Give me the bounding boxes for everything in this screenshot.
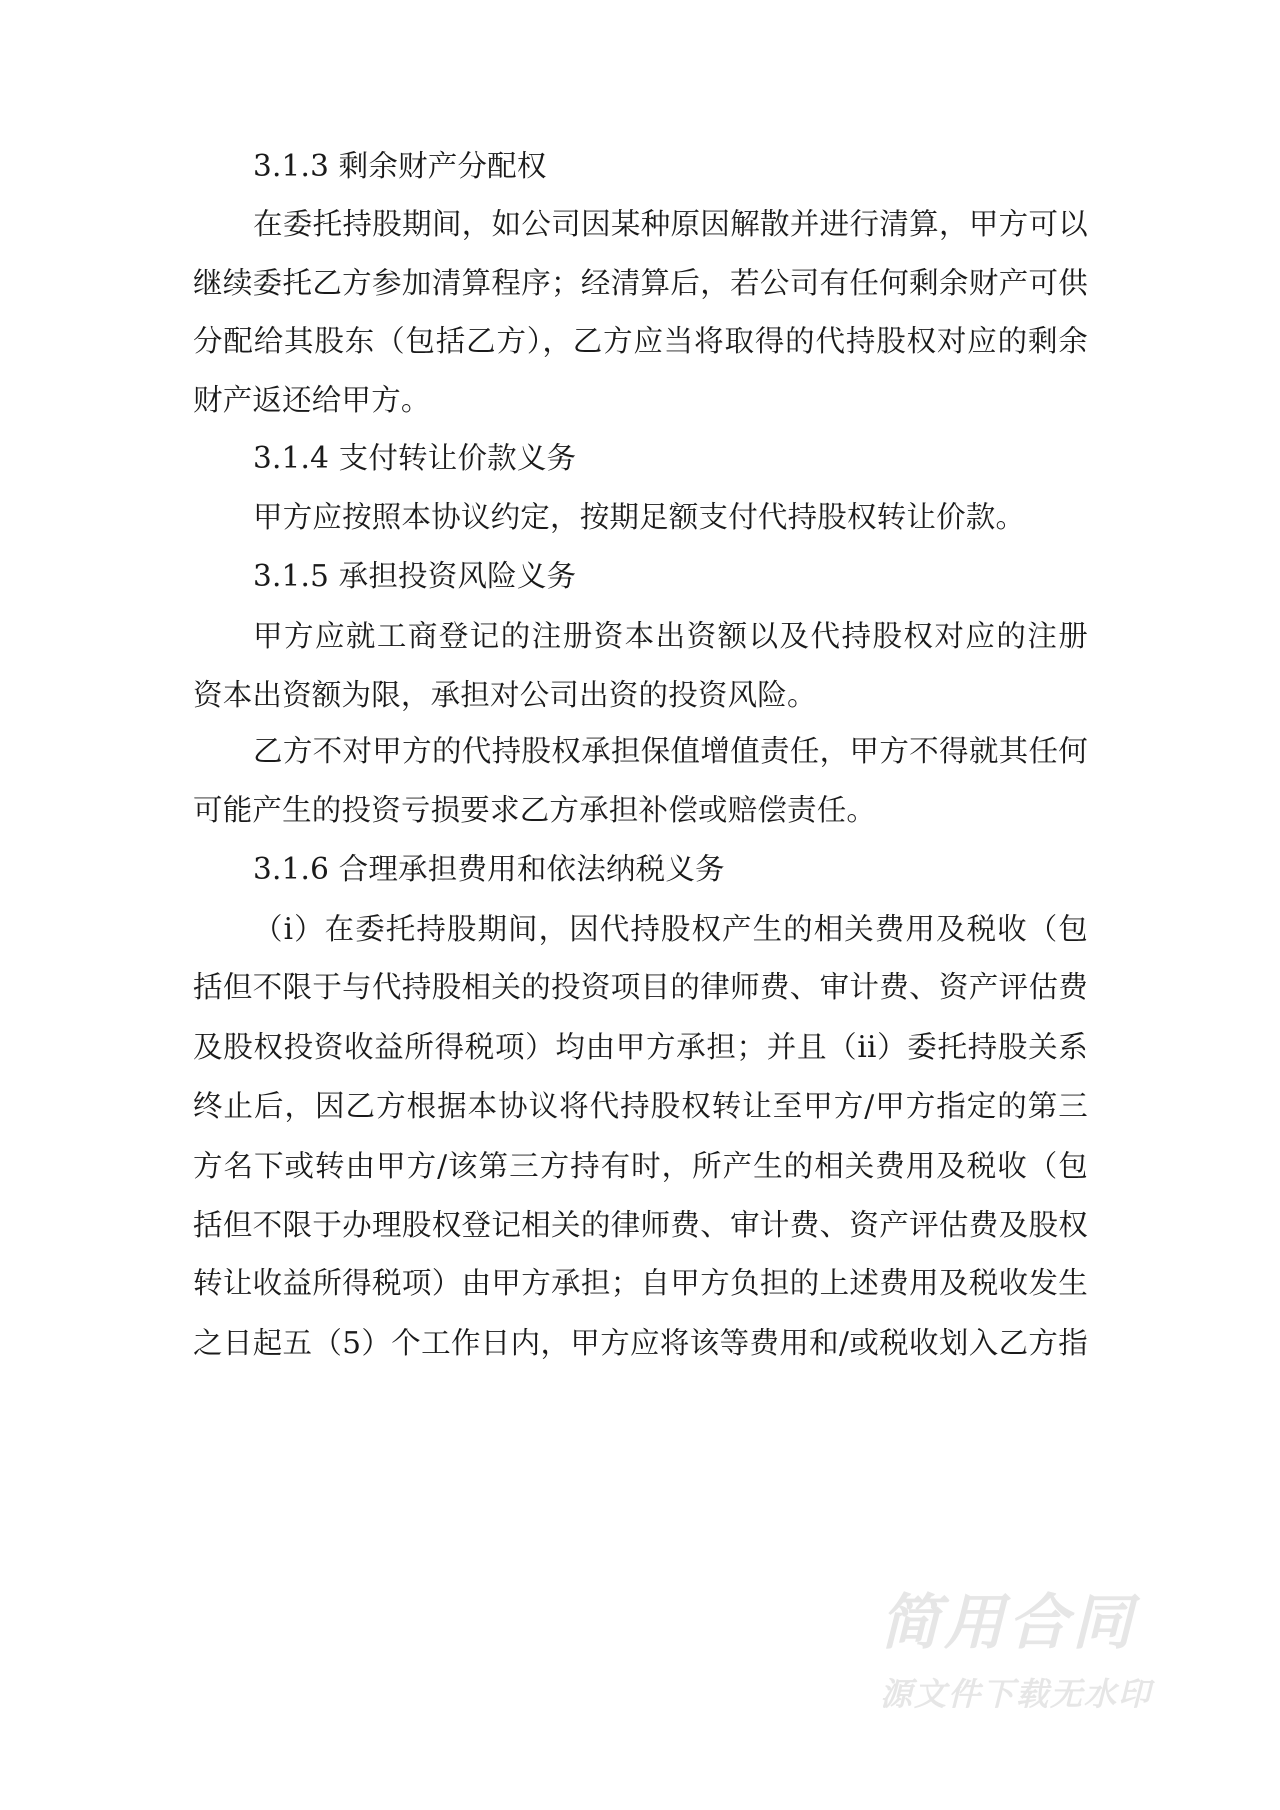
paragraph-line: 在委托持股期间，如公司因某种原因解散并进行清算，甲方可以 (253, 207, 1088, 241)
paragraph-line: 甲方应就工商登记的注册资本出资额以及代持股权对应的注册 (253, 619, 1088, 653)
section-heading-3-1-5: 3.1.5 承担投资风险义务 (253, 559, 577, 593)
paragraph-line: 分配给其股东（包括乙方），乙方应当将取得的代持股权对应的剩余 (193, 324, 1088, 358)
paragraph-line: 方名下或转由甲方/该第三方持有时，所产生的相关费用及税收（包 (193, 1149, 1088, 1183)
section-heading-3-1-4: 3.1.4 支付转让价款义务 (253, 441, 577, 475)
paragraph-line: 终止后，因乙方根据本协议将代持股权转让至甲方/甲方指定的第三 (193, 1089, 1088, 1123)
paragraph-line: 及股权投资收益所得税项）均由甲方承担；并且（ii）委托持股关系 (193, 1030, 1088, 1064)
paragraph-line: 可能产生的投资亏损要求乙方承担补偿或赔偿责任。 (193, 793, 877, 827)
paragraph-line: 之日起五（5）个工作日内，甲方应将该等费用和/或税收划入乙方指 (193, 1326, 1088, 1360)
watermark-title: 简用合同 (880, 1588, 1136, 1658)
paragraph-line: 乙方不对甲方的代持股权承担保值增值责任，甲方不得就其任何 (253, 734, 1088, 768)
section-heading-3-1-3: 3.1.3 剩余财产分配权 (253, 149, 547, 183)
paragraph-line: 资本出资额为限，承担对公司出资的投资风险。 (193, 678, 817, 712)
paragraph-line: 括但不限于办理股权登记相关的律师费、审计费、资产评估费及股权 (193, 1208, 1088, 1242)
section-heading-3-1-6: 3.1.6 合理承担费用和依法纳税义务 (253, 852, 725, 886)
watermark-subtitle: 源文件下载无水印 (880, 1675, 1153, 1713)
paragraph-line: 继续委托乙方参加清算程序；经清算后，若公司有任何剩余财产可供 (193, 266, 1088, 300)
paragraph-line: （i）在委托持股期间，因代持股权产生的相关费用及税收（包 (253, 912, 1088, 946)
paragraph-line: 转让收益所得税项）由甲方承担；自甲方负担的上述费用及税收发生 (193, 1266, 1088, 1300)
paragraph-line: 财产返还给甲方。 (193, 383, 431, 417)
paragraph-line: 括但不限于与代持股相关的投资项目的律师费、审计费、资产评估费 (193, 970, 1088, 1004)
paragraph-line: 甲方应按照本协议约定，按期足额支付代持股权转让价款。 (253, 500, 1026, 534)
watermark (880, 1588, 1180, 1716)
